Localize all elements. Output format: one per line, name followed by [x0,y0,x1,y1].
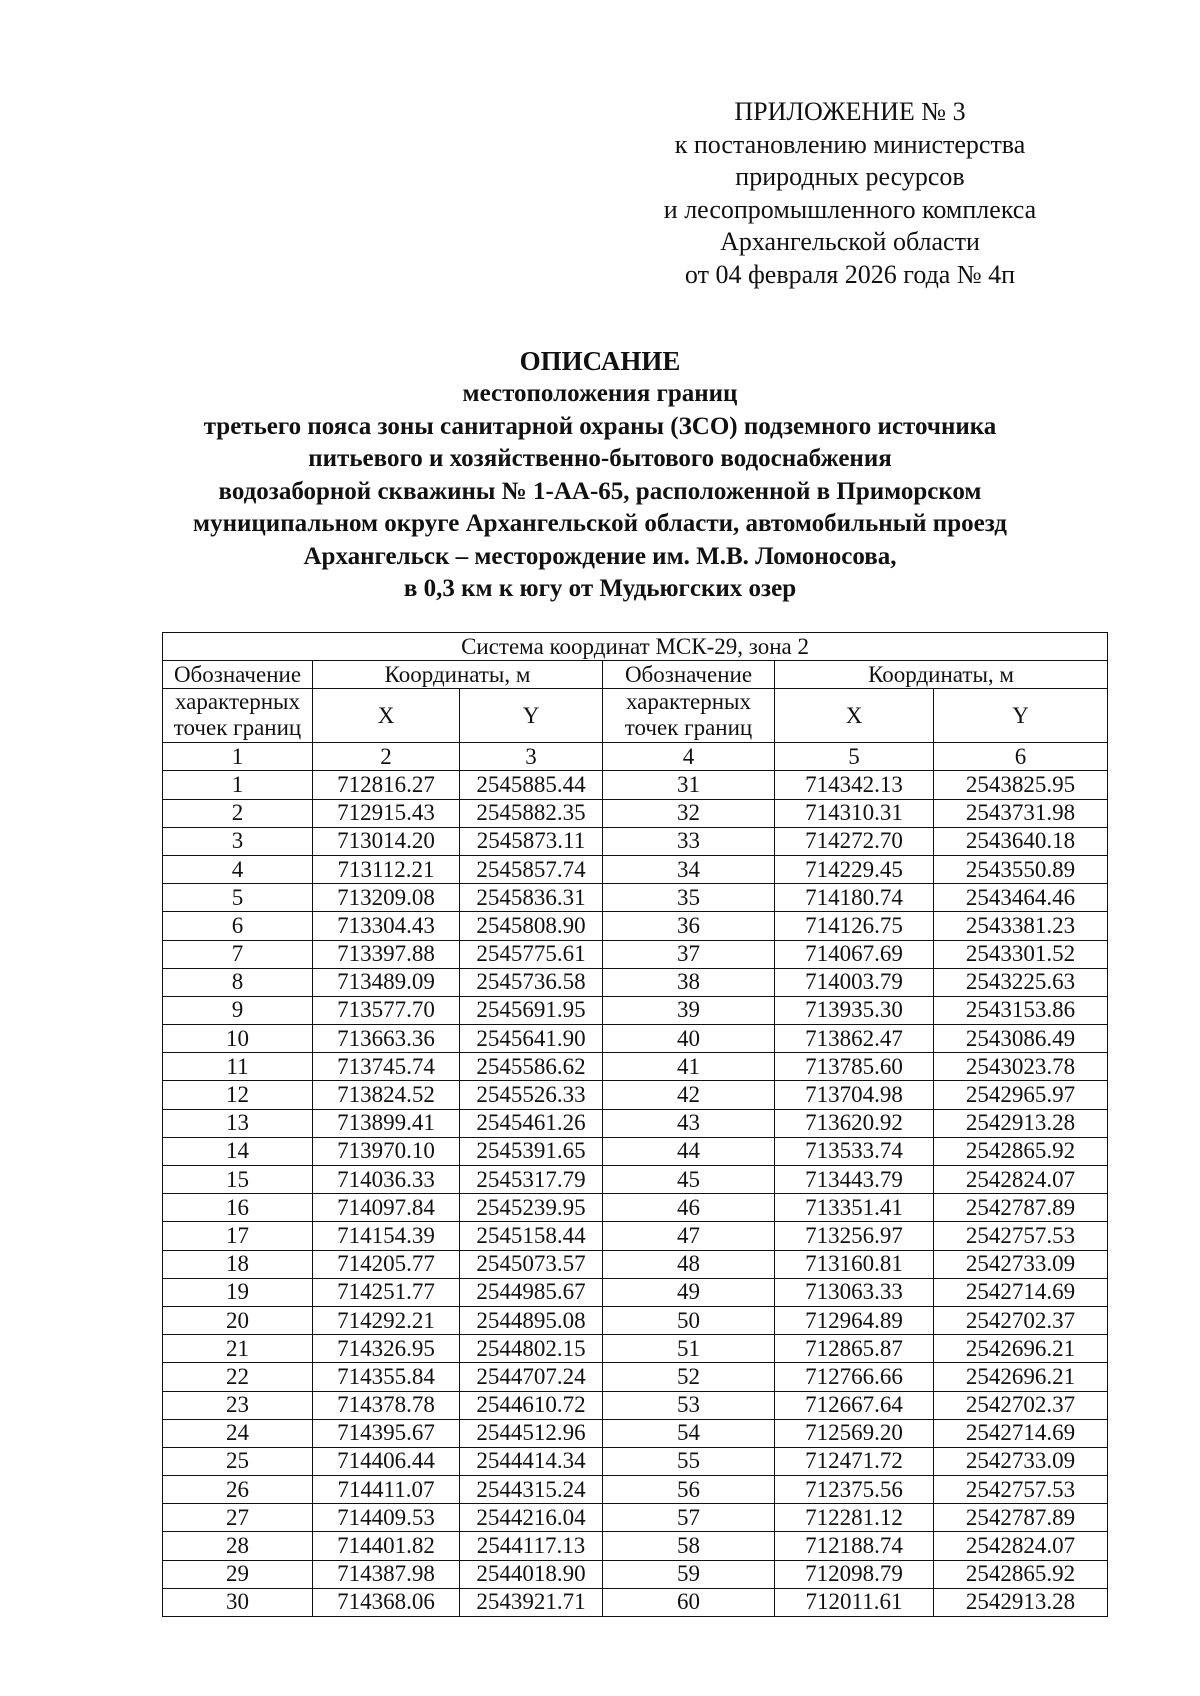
x-value: 712375.56 [775,1476,934,1504]
x-value: 712098.79 [775,1560,934,1588]
y-value: 2542913.28 [934,1588,1108,1616]
point-number: 49 [603,1278,775,1306]
point-number: 17 [163,1222,313,1250]
point-header-text: точек границ [624,715,753,741]
title-line: третьего пояса зоны санитарной охраны (ЗСО) подземного источника [203,412,997,440]
table-row [163,912,1108,940]
table-row [163,1250,1108,1278]
table-row [163,1306,1108,1334]
point-number: 13 [163,1109,313,1137]
y-value: 2542757.53 [934,1222,1108,1250]
y-value: 2544985.67 [460,1278,603,1306]
y-value: 2544802.15 [460,1335,603,1363]
y-value: 2545885.44 [460,771,603,799]
y-value: 2544512.96 [460,1419,603,1447]
y-value: 2545158.44 [460,1222,603,1250]
y-value: 2544707.24 [460,1363,603,1391]
point-number: 46 [603,1194,775,1222]
x-value: 712188.74 [775,1532,934,1560]
x-value: 714409.53 [313,1504,460,1532]
title-line: водозаборной скважины № 1-АА-65, расположенной в Приморском [218,477,982,505]
point-number: 6 [163,912,313,940]
y-value: 2545526.33 [460,1081,603,1109]
point-number: 5 [163,884,313,912]
x-value: 712816.27 [313,771,460,799]
point-number: 47 [603,1222,775,1250]
y-value: 2544117.13 [460,1532,603,1560]
x-value: 714411.07 [313,1476,460,1504]
y-value: 2544610.72 [460,1391,603,1419]
point-number: 20 [163,1306,313,1334]
y-value: 2545391.65 [460,1137,603,1165]
x-value: 713970.10 [313,1137,460,1165]
x-value: 714251.77 [313,1278,460,1306]
y-value: 2543023.78 [934,1053,1108,1081]
table-row [163,1532,1108,1560]
point-number: 29 [163,1560,313,1588]
point-number: 7 [163,940,313,968]
x-value: 713745.74 [313,1053,460,1081]
y-value: 2542824.07 [934,1166,1108,1194]
point-number: 43 [603,1109,775,1137]
point-number: 58 [603,1532,775,1560]
y-value: 2542702.37 [934,1306,1108,1334]
x-value: 713063.33 [775,1278,934,1306]
point-number: 50 [603,1306,775,1334]
y-value: 2543464.46 [934,884,1108,912]
y-value: 2542733.09 [934,1447,1108,1475]
x-value: 714180.74 [775,884,934,912]
table-row [163,1053,1108,1081]
column-number: 2 [313,743,460,771]
y-value: 2544414.34 [460,1447,603,1475]
x-value: 713112.21 [313,855,460,883]
x-value: 713862.47 [775,1025,934,1053]
x-value: 714368.06 [313,1588,460,1616]
y-value: 2542757.53 [934,1476,1108,1504]
table-row [163,1419,1108,1447]
coordinates-table [162,632,1108,1617]
y-value: 2545873.11 [460,827,603,855]
x-value: 712667.64 [775,1391,934,1419]
point-number: 22 [163,1363,313,1391]
y-value: 2542787.89 [934,1194,1108,1222]
x-value: 714326.95 [313,1335,460,1363]
x-value: 712011.61 [775,1588,934,1616]
coords-header: Координаты, м [313,661,603,689]
x-value: 712964.89 [775,1306,934,1334]
x-value: 712766.66 [775,1363,934,1391]
x-value: 713256.97 [775,1222,934,1250]
table-header-row [163,661,1108,689]
point-header-text: характерных [625,689,751,715]
x-value: 713824.52 [313,1081,460,1109]
x-header: X [775,689,934,743]
point-number: 28 [163,1532,313,1560]
y-value: 2545836.31 [460,884,603,912]
title-line: местоположения границ [462,380,738,407]
table-row [163,996,1108,1024]
y-value: 2543550.89 [934,855,1108,883]
point-number: 56 [603,1476,775,1504]
y-value: 2542696.21 [934,1363,1108,1391]
appendix-line: и лесопромышленного комплекса [663,194,1037,224]
x-value: 713304.43 [313,912,460,940]
y-value: 2542696.21 [934,1335,1108,1363]
point-number: 48 [603,1250,775,1278]
table-row [163,1335,1108,1363]
point-header-text: точек границ [173,715,302,741]
table-row [163,1504,1108,1532]
y-value: 2545586.62 [460,1053,603,1081]
column-number-row [163,743,1108,771]
point-number: 9 [163,996,313,1024]
x-value: 713014.20 [313,827,460,855]
point-number: 36 [603,912,775,940]
table-row [163,884,1108,912]
y-value: 2545857.74 [460,855,603,883]
point-number: 16 [163,1194,313,1222]
point-number: 41 [603,1053,775,1081]
x-value: 712471.72 [775,1447,934,1475]
table-row [163,799,1108,827]
table-row [163,1137,1108,1165]
point-number: 26 [163,1476,313,1504]
table-header-row [163,689,1108,743]
table-row [163,1278,1108,1306]
y-value: 2543301.52 [934,940,1108,968]
x-value: 714097.84 [313,1194,460,1222]
point-number: 19 [163,1278,313,1306]
y-value: 2542965.97 [934,1081,1108,1109]
table-row [163,1476,1108,1504]
x-value: 713443.79 [775,1166,934,1194]
y-value: 2544315.24 [460,1476,603,1504]
y-value: 2542702.37 [934,1391,1108,1419]
y-value: 2543381.23 [934,912,1108,940]
appendix-date: от 04 февраля 2026 года № 4п [684,259,1016,289]
y-value: 2542913.28 [934,1109,1108,1137]
point-header-rest [603,689,775,743]
y-value: 2543825.95 [934,771,1108,799]
y-value: 2544216.04 [460,1504,603,1532]
table-row [163,1560,1108,1588]
point-number: 53 [603,1391,775,1419]
y-value: 2545882.35 [460,799,603,827]
point-number: 51 [603,1335,775,1363]
x-value: 712865.87 [775,1335,934,1363]
x-value: 714378.78 [313,1391,460,1419]
coordinate-system-label: Система координат МСК-29, зона 2 [163,633,1108,661]
x-value: 714003.79 [775,968,934,996]
point-number: 54 [603,1419,775,1447]
y-value: 2545775.61 [460,940,603,968]
point-number: 25 [163,1447,313,1475]
x-value: 712569.20 [775,1419,934,1447]
y-value: 2545808.90 [460,912,603,940]
x-value: 713577.70 [313,996,460,1024]
x-value: 713704.98 [775,1081,934,1109]
y-value: 2544895.08 [460,1306,603,1334]
point-number: 39 [603,996,775,1024]
document-title [100,344,1100,606]
point-number: 30 [163,1588,313,1616]
x-value: 714036.33 [313,1166,460,1194]
table-system-row [163,633,1108,661]
x-value: 714387.98 [313,1560,460,1588]
table-row [163,1081,1108,1109]
y-value: 2545239.95 [460,1194,603,1222]
column-number: 5 [775,743,934,771]
point-number: 3 [163,827,313,855]
x-value: 714272.70 [775,827,934,855]
x-value: 714154.39 [313,1222,460,1250]
table-row [163,855,1108,883]
x-value: 713209.08 [313,884,460,912]
table-row [163,1194,1108,1222]
point-number: 10 [163,1025,313,1053]
x-value: 713160.81 [775,1250,934,1278]
x-value: 712281.12 [775,1504,934,1532]
title-line: в 0,3 км к югу от Мудьюгских озер [403,575,797,602]
point-header-line1: Обозначение [603,661,775,689]
x-value: 713533.74 [775,1137,934,1165]
y-value: 2543225.63 [934,968,1108,996]
appendix-line: Архангельской области [720,227,980,256]
point-number: 52 [603,1363,775,1391]
point-number: 15 [163,1166,313,1194]
table-row [163,968,1108,996]
x-value: 713620.92 [775,1109,934,1137]
column-number: 3 [460,743,603,771]
x-value: 714229.45 [775,855,934,883]
x-value: 713489.09 [313,968,460,996]
point-number: 4 [163,855,313,883]
point-number: 57 [603,1504,775,1532]
point-number: 45 [603,1166,775,1194]
title-line: Архангельск – месторождение им. М.В. Ломоносова, [303,542,897,570]
point-number: 21 [163,1335,313,1363]
x-value: 714401.82 [313,1532,460,1560]
table-row [163,1222,1108,1250]
y-value: 2545073.57 [460,1250,603,1278]
point-number: 8 [163,968,313,996]
point-header-line1: Обозначение [163,661,313,689]
point-number: 37 [603,940,775,968]
y-value: 2543921.71 [460,1588,603,1616]
table-row [163,827,1108,855]
x-value: 714355.84 [313,1363,460,1391]
x-value: 714205.77 [313,1250,460,1278]
point-number: 14 [163,1137,313,1165]
y-value: 2543086.49 [934,1025,1108,1053]
table-row [163,1025,1108,1053]
x-value: 713351.41 [775,1194,934,1222]
table-row [163,1447,1108,1475]
x-value: 712915.43 [313,799,460,827]
point-number: 32 [603,799,775,827]
point-number: 34 [603,855,775,883]
title-main: ОПИСАНИЕ [519,346,681,376]
point-number: 38 [603,968,775,996]
y-value: 2543731.98 [934,799,1108,827]
x-value: 713935.30 [775,996,934,1024]
point-number: 42 [603,1081,775,1109]
x-header: X [313,689,460,743]
y-value: 2542865.92 [934,1560,1108,1588]
x-value: 713397.88 [313,940,460,968]
point-number: 44 [603,1137,775,1165]
appendix-title: ПРИЛОЖЕНИЕ № 3 [734,97,966,126]
coords-header: Координаты, м [775,661,1108,689]
point-number: 2 [163,799,313,827]
point-number: 18 [163,1250,313,1278]
point-header-rest [163,689,313,743]
point-header-text: характерных [174,689,300,715]
x-value: 713899.41 [313,1109,460,1137]
y-value: 2545461.26 [460,1109,603,1137]
appendix-line: к постановлению министерства [674,129,1026,159]
point-number: 55 [603,1447,775,1475]
y-value: 2542714.69 [934,1278,1108,1306]
appendix-line: природных ресурсов [735,162,965,191]
table-row [163,1166,1108,1194]
x-value: 714292.21 [313,1306,460,1334]
y-value: 2542824.07 [934,1532,1108,1560]
y-header: Y [934,689,1108,743]
column-number: 4 [603,743,775,771]
column-number: 6 [934,743,1108,771]
table-row [163,771,1108,799]
y-value: 2545736.58 [460,968,603,996]
point-number: 31 [603,771,775,799]
table-row [163,1109,1108,1137]
y-value: 2544018.90 [460,1560,603,1588]
x-value: 714310.31 [775,799,934,827]
point-number: 12 [163,1081,313,1109]
table-row [163,1588,1108,1616]
appendix-header [600,96,1100,291]
column-number: 1 [163,743,313,771]
point-number: 1 [163,771,313,799]
title-line: муниципальном округе Архангельской области, автомобильный проезд [193,510,1007,537]
point-number: 59 [603,1560,775,1588]
point-number: 40 [603,1025,775,1053]
point-number: 35 [603,884,775,912]
y-value: 2545317.79 [460,1166,603,1194]
y-value: 2542865.92 [934,1137,1108,1165]
y-header: Y [460,689,603,743]
table-row [163,940,1108,968]
point-number: 27 [163,1504,313,1532]
point-number: 24 [163,1419,313,1447]
point-number: 11 [163,1053,313,1081]
x-value: 714126.75 [775,912,934,940]
y-value: 2545641.90 [460,1025,603,1053]
x-value: 713785.60 [775,1053,934,1081]
y-value: 2542714.69 [934,1419,1108,1447]
y-value: 2543153.86 [934,996,1108,1024]
y-value: 2542787.89 [934,1504,1108,1532]
x-value: 713663.36 [313,1025,460,1053]
point-number: 23 [163,1391,313,1419]
table-row [163,1363,1108,1391]
x-value: 714067.69 [775,940,934,968]
point-number: 33 [603,827,775,855]
y-value: 2545691.95 [460,996,603,1024]
title-line: питьевого и хозяйственно-бытового водоснабжения [308,445,892,472]
x-value: 714342.13 [775,771,934,799]
y-value: 2543640.18 [934,827,1108,855]
x-value: 714406.44 [313,1447,460,1475]
y-value: 2542733.09 [934,1250,1108,1278]
table-row [163,1391,1108,1419]
point-number: 60 [603,1588,775,1616]
x-value: 714395.67 [313,1419,460,1447]
